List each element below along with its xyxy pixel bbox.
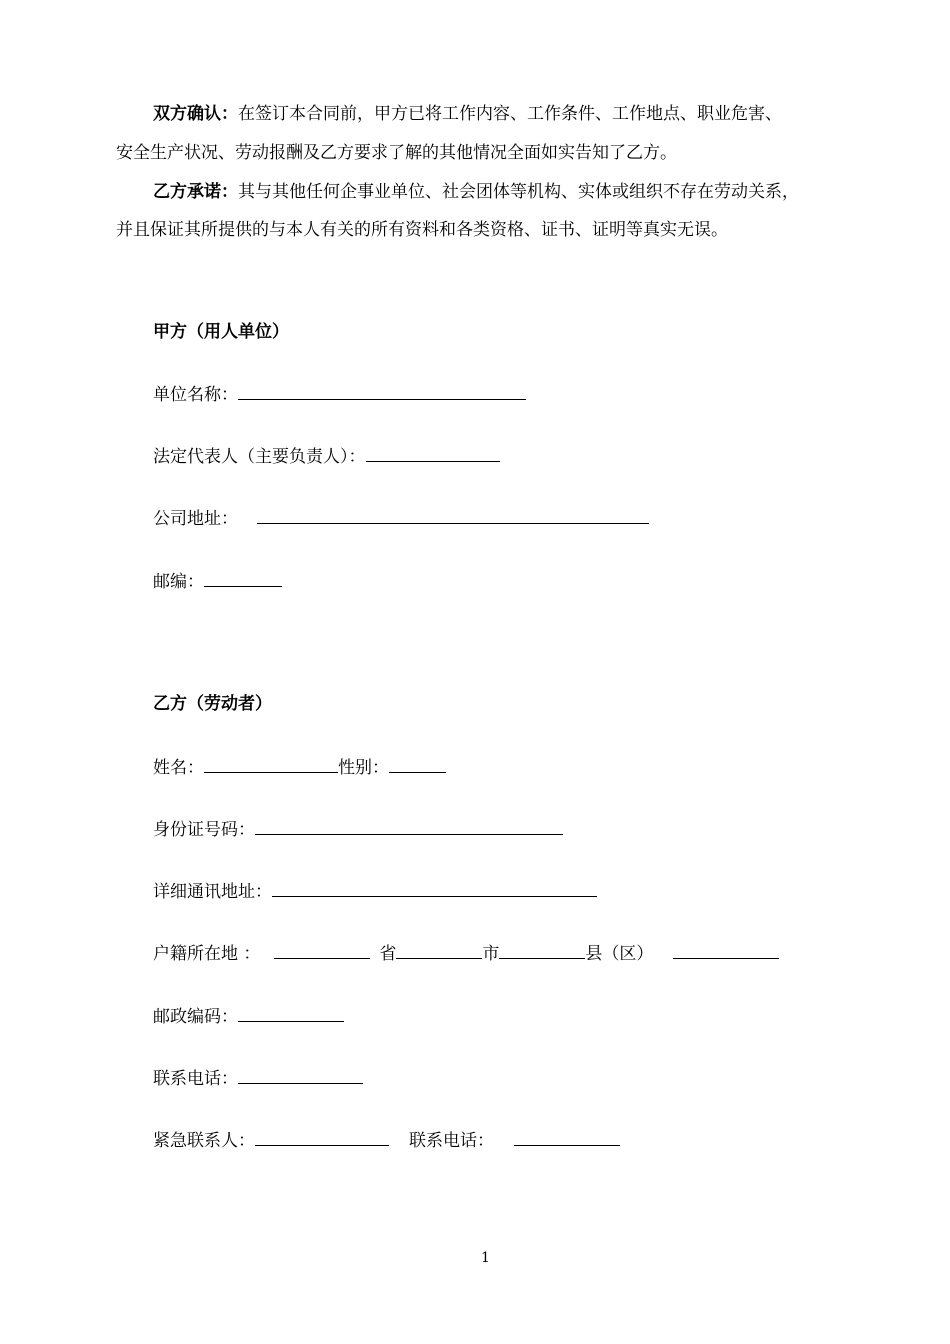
unit-name-blank[interactable] bbox=[238, 383, 526, 400]
postal-code-blank[interactable] bbox=[238, 1005, 344, 1022]
confirm-line-2: 安全生产状况、劳动报酬及乙方要求了解的其他情况全面如实告知了乙方。 bbox=[116, 143, 677, 163]
city-label: 市 bbox=[482, 944, 500, 964]
hukou-extra-blank[interactable] bbox=[673, 942, 779, 959]
confirm-label: 双方确认： bbox=[153, 104, 238, 124]
hukou-label: 户籍所在地 ： bbox=[153, 944, 261, 964]
emergency-contact-blank[interactable] bbox=[255, 1129, 389, 1146]
mail-address-blank[interactable] bbox=[272, 880, 597, 897]
legal-rep-field bbox=[153, 445, 500, 469]
mail-address-label: 详细通讯地址： bbox=[153, 882, 272, 902]
hukou-city-blank[interactable] bbox=[396, 942, 482, 959]
mail-address-field bbox=[153, 880, 597, 904]
unit-name-label: 单位名称： bbox=[153, 385, 238, 405]
hukou-province-blank[interactable] bbox=[274, 942, 370, 959]
name-gender-field bbox=[153, 756, 446, 780]
phone-blank[interactable] bbox=[238, 1067, 363, 1084]
postcode-blank[interactable] bbox=[204, 570, 282, 587]
promise-line-2: 并且保证其所提供的与本人有关的所有资料和各类资格、证书、证明等真实无误。 bbox=[116, 220, 728, 240]
company-address-blank[interactable] bbox=[257, 507, 649, 524]
party-b-heading: 乙方（劳动者） bbox=[153, 694, 272, 714]
legal-rep-label: 法定代表人（主要负责人）： bbox=[153, 447, 366, 467]
id-number-blank[interactable] bbox=[255, 818, 563, 835]
postal-code-label: 邮政编码： bbox=[153, 1007, 238, 1027]
unit-name-field bbox=[153, 383, 526, 407]
promise-label: 乙方承诺： bbox=[153, 182, 238, 202]
hukou-county-blank[interactable] bbox=[499, 942, 585, 959]
id-number-field bbox=[153, 818, 563, 842]
province-label: 省 bbox=[379, 944, 397, 964]
id-number-label: 身份证号码： bbox=[153, 820, 255, 840]
postcode-label: 邮编： bbox=[153, 572, 204, 592]
county-label: 县（区） bbox=[585, 944, 654, 964]
gender-blank[interactable] bbox=[389, 756, 446, 773]
legal-rep-blank[interactable] bbox=[366, 445, 500, 462]
promise-text-1: 其与其他任何企事业单位、社会团体等机构、实体或组织不存在劳动关系， bbox=[238, 182, 799, 202]
gender-label: 性别： bbox=[338, 758, 389, 778]
phone-label: 联系电话： bbox=[153, 1069, 238, 1089]
emergency-contact-field bbox=[153, 1129, 620, 1153]
emergency-contact-label: 紧急联系人： bbox=[153, 1131, 255, 1151]
hukou-field bbox=[153, 942, 779, 966]
name-label: 姓名： bbox=[153, 758, 204, 778]
page-number: 1 bbox=[481, 1250, 490, 1266]
phone-field bbox=[153, 1067, 363, 1091]
confirm-line-1 bbox=[153, 102, 782, 126]
name-blank[interactable] bbox=[204, 756, 338, 773]
company-address-label: 公司地址： bbox=[153, 509, 238, 529]
confirm-text-1: 在签订本合同前，甲方已将工作内容、工作条件、工作地点、职业危害、 bbox=[238, 104, 782, 124]
postal-code-field bbox=[153, 1005, 344, 1029]
party-a-heading: 甲方（用人单位） bbox=[153, 322, 289, 342]
emergency-phone-blank[interactable] bbox=[514, 1129, 620, 1146]
postcode-field bbox=[153, 570, 282, 594]
emergency-phone-label: 联系电话： bbox=[409, 1131, 494, 1151]
company-address-field bbox=[153, 507, 649, 531]
promise-line-1 bbox=[153, 180, 799, 204]
